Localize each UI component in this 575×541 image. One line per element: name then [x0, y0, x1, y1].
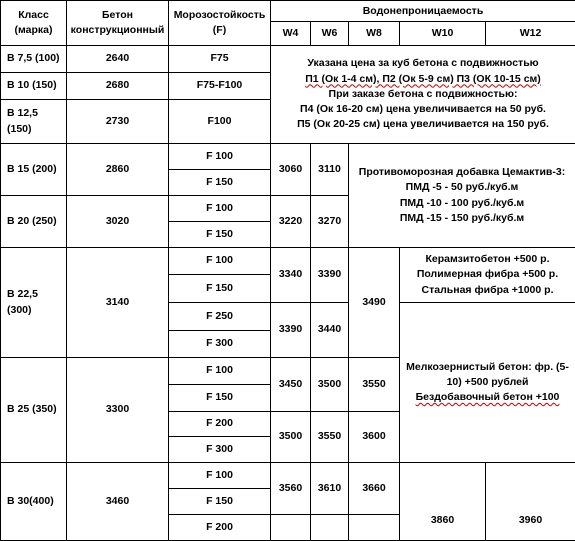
class-cell: В 15 (200): [1, 144, 67, 196]
frost-cell: F 300: [169, 331, 271, 358]
table-row: [1, 144, 575, 170]
header-w6: W6: [311, 22, 349, 46]
frost-cell: F 150: [169, 275, 271, 303]
w4-cell: 3560: [271, 463, 311, 515]
frost-cell: F 150: [169, 222, 271, 248]
w4-cell-empty: [271, 515, 311, 541]
frost-cell: F 150: [169, 170, 271, 196]
note-line: При заказе бетона с подвижностью:: [273, 87, 573, 102]
frost-cell: F 150: [169, 489, 271, 515]
class-cell: В 25 (350): [1, 358, 67, 463]
header-w4: W4: [271, 22, 311, 46]
header-w8: W8: [349, 22, 400, 46]
frost-cell: F 100: [169, 463, 271, 489]
frost-cell: F100: [169, 100, 271, 144]
w6-cell: 3390: [311, 248, 349, 303]
note-line: ПМД -10 - 100 руб./куб.м: [351, 196, 573, 211]
fiber-note: [400, 248, 575, 303]
w6-cell: 3550: [311, 412, 349, 463]
header-water-resistance: Водонепроницаемость: [271, 1, 575, 22]
w6-cell: 3610: [311, 463, 349, 515]
frost-cell: F 100: [169, 358, 271, 385]
header-w12: W12: [486, 22, 575, 46]
class-cell: В 22,5 (300): [1, 248, 67, 358]
frost-cell: F 200: [169, 412, 271, 437]
w6-cell: 3500: [311, 358, 349, 412]
price-cell: 2860: [67, 144, 169, 196]
class-cell: В 12,5 (150): [1, 100, 67, 144]
header-class: Класс (марка): [1, 1, 67, 46]
antifreeze-note: [349, 144, 575, 248]
w4-cell: 3390: [271, 303, 311, 358]
w12-cell: 3960: [486, 463, 575, 541]
w4-cell: 3500: [271, 412, 311, 463]
w8-cell-empty: [349, 515, 400, 541]
price-cell: 2640: [67, 46, 169, 73]
price-cell: 3020: [67, 196, 169, 248]
note-line: Полимерная фибра +500 р.: [402, 267, 573, 282]
note-line: Стальная фибра +1000 р.: [402, 283, 573, 298]
w6-cell: 3270: [311, 196, 349, 248]
note-line: П4 (Ок 16-20 см) цена увеличивается на 50 руб.: [273, 102, 573, 117]
class-cell: В 30(400): [1, 463, 67, 541]
mobility-note: [271, 46, 575, 144]
frost-cell: F 300: [169, 437, 271, 463]
frost-cell: F 150: [169, 385, 271, 412]
frost-cell: F 100: [169, 144, 271, 170]
note-line: П5 (Ок 20-25 см) цена увеличивается на 150 руб.: [273, 117, 573, 132]
frost-cell: F75: [169, 46, 271, 73]
class-cell: В 10 (150): [1, 73, 67, 100]
note-line: Бездобавочный бетон +100: [402, 390, 573, 405]
frost-cell: F 250: [169, 303, 271, 331]
note-line: П1 (Ок 1-4 см), П2 (Ок 5-9 см) П3 (ОК 10-15 см): [273, 72, 573, 87]
frost-cell: F75-F100: [169, 73, 271, 100]
w6-cell-empty: [311, 515, 349, 541]
header-concrete: Бетон конструкционный: [67, 1, 169, 46]
w8-cell: 3600: [349, 412, 400, 463]
table-row: [1, 46, 575, 73]
w8-cell: 3660: [349, 463, 400, 515]
header-w10: W10: [400, 22, 486, 46]
w6-cell: 3440: [311, 303, 349, 358]
price-cell: 3140: [67, 248, 169, 358]
frost-cell: F 200: [169, 515, 271, 541]
w10-cell: 3860: [400, 463, 486, 541]
w8-cell: 3490: [349, 248, 400, 358]
frost-cell: F 100: [169, 248, 271, 275]
price-cell: 2730: [67, 100, 169, 144]
note-line: Керамзитобетон +500 р.: [402, 252, 573, 267]
fine-grain-note: [400, 303, 575, 463]
note-line: Мелкозернистый бетон: фр. (5-10) +500 рублей: [402, 360, 573, 390]
header-frost: Морозостойкость (F): [169, 1, 271, 46]
table-row: [1, 248, 575, 275]
note-line: Противоморозная добавка Цемактив-3:: [351, 165, 573, 180]
w4-cell: 3060: [271, 144, 311, 196]
w6-cell: 3110: [311, 144, 349, 196]
price-cell: 3460: [67, 463, 169, 541]
note-line: ПМД -15 - 150 руб./куб.м: [351, 211, 573, 226]
w4-cell: 3340: [271, 248, 311, 303]
price-cell: 3300: [67, 358, 169, 463]
price-cell: 2680: [67, 73, 169, 100]
w4-cell: 3220: [271, 196, 311, 248]
note-line: Указана цена за куб бетона с подвижностью: [273, 56, 573, 71]
note-line: ПМД -5 - 50 руб./куб.м: [351, 180, 573, 195]
w8-cell: 3550: [349, 358, 400, 412]
table-row: [1, 463, 575, 489]
class-cell: В 20 (250): [1, 196, 67, 248]
class-cell: В 7,5 (100): [1, 46, 67, 73]
frost-cell: F 100: [169, 196, 271, 222]
w4-cell: 3450: [271, 358, 311, 412]
